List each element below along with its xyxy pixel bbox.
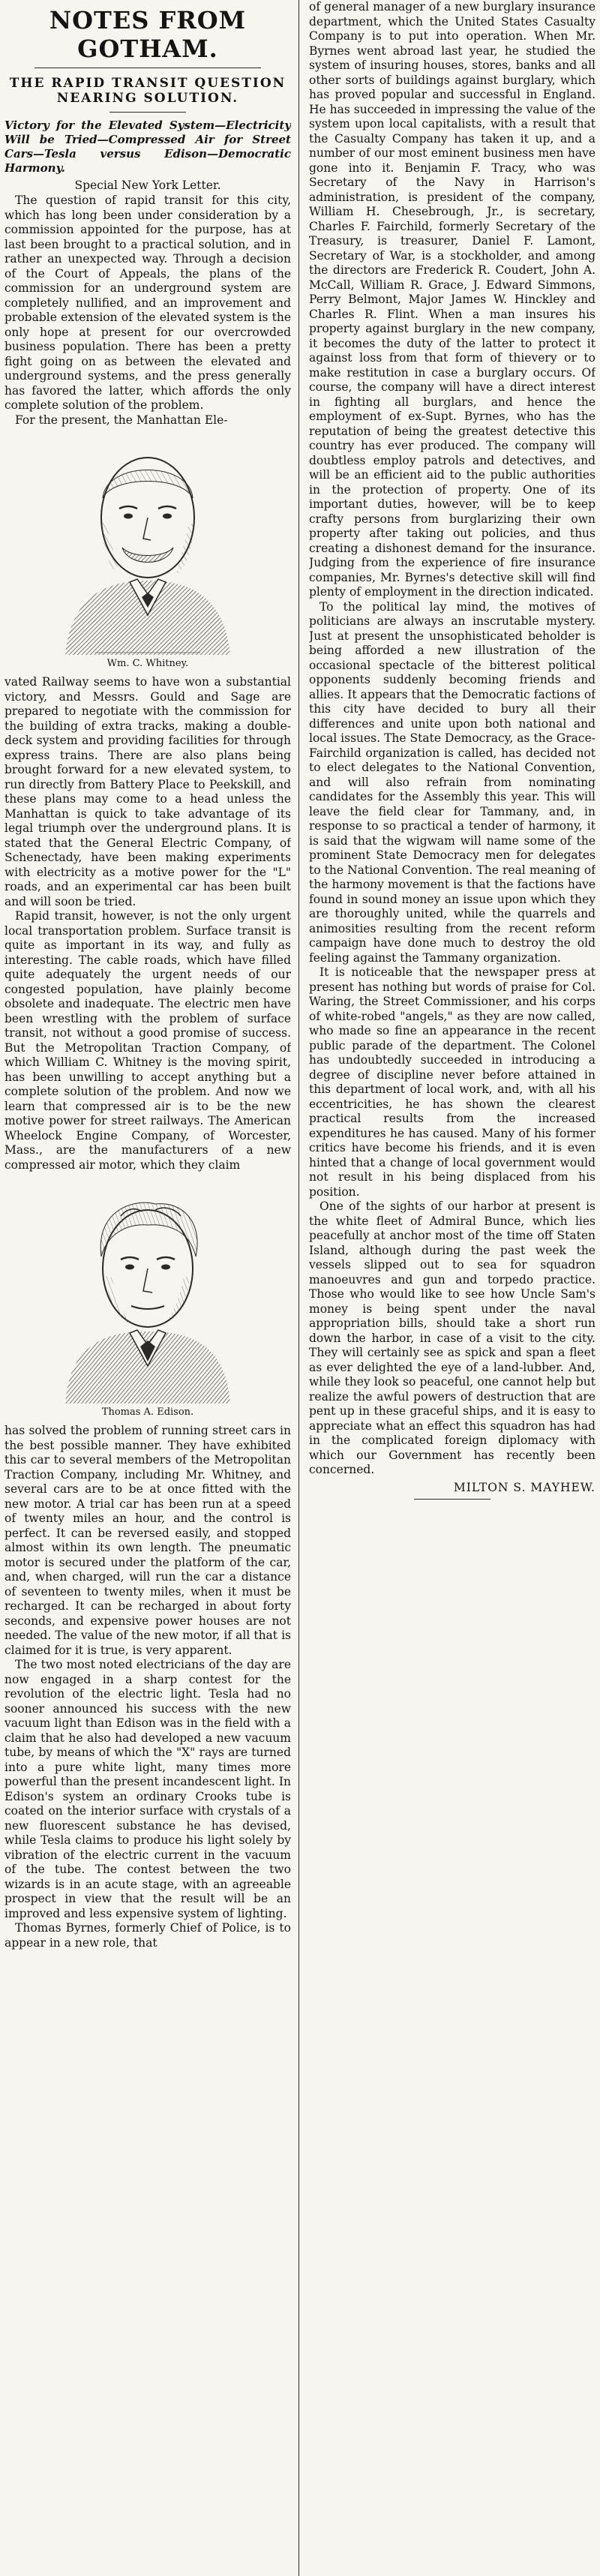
article-paragraph: has solved the problem of running street cars in the best possible manner. They have exhibited this car to several members of the Metropolitan Traction Company, including Mr. Whitney, and several cars are to be at once fitted with the new motor. A trial car has been run at a speed of twenty miles an hour, and the control is perfect. It can be reversed easily, and stopped almost within its own length. The pneumatic motor is secured under the platform of the car, and, when charged, will run the car a distance of seventeen to twenty miles, when it must be recharged. It can be recharged in about forty seconds, and expensive power houses are not needed. The value of the new motor, if all that is claimed for it is true, is very apparent. <box>4 1424 291 1657</box>
headline-rule <box>110 112 186 113</box>
portrait-edison-image <box>43 1178 253 1404</box>
headline: THE RAPID TRANSIT QUESTION NEARING SOLUTION. <box>9 76 286 106</box>
masthead: NOTES FROM GOTHAM. <box>49 6 247 63</box>
right-column <box>309 0 596 2576</box>
portrait-edison-figure <box>4 1178 291 1418</box>
article-paragraph: Thomas Byrnes, formerly Chief of Police, is to appear in a new role, that <box>4 1921 291 1950</box>
article-paragraph: Rapid transit, however, is not the only urgent local transportation problem. Surface transit is quite as important in its way, and fully as interesting. The cable roads, which have filled quite adequately the urgent needs of our congested population, have plainly become obsolete and inadequate. The electric men have been wrestling with the problem of surface transit, not without a good promise of success. But the Metropolitan Traction Company, of which William C. Whitney is the moving spirit, has been unwilling to accept anything but a complete solution of the problem. And now we learn that compressed air is to be the new motive power for street railways. The American Wheelock Engine Company, of Worcester, Mass., are the manufacturers of a new compressed air motor, which they claim <box>4 909 291 1172</box>
article-paragraph: For the present, the Manhattan Ele- <box>15 413 228 427</box>
portrait-whitney-figure <box>4 434 291 669</box>
end-rule <box>414 1499 490 1500</box>
left-column <box>4 0 291 2576</box>
portrait-whitney-caption: Wm. C. Whitney. <box>106 658 189 669</box>
article-paragraph: of general manager of a new burglary insurance department, which the United States Casualty Company is to put into operation. When Mr. Byrnes went abroad last year, he studied the system of insuring houses, stores, banks and all other sorts of buildings against burglary, which has proved popular and successful in England. He has succeeded in impressing the value of the system upon local capitalists, with a result that the Casualty Company has taken it up, and a number of our most eminent business men have gone into it. Benjamin F. Tracy, who was Secretary of the Navy in Harrison's administration, is president of the company, William H. Chesebrough, Jr., is secretary, Charles F. Fairchild, formerly Secretary of the Treasury, is treasurer, Daniel F. Lamont, Secretary of War, is a stockholder, and among the directors are Frederick R. Coudert, John A. McCall, William R. Grace, J. Edward Simmons, Perry Belmont, Major James W. Hinckley and Charles R. Flint. When a man insures his property against burglary in the new company, it becomes the duty of the latter to protect it against loss from that form of thievery or to make restitution in case a burglary occurs. Of course, the company will have a direct interest in fighting all burglars, and hence the employment of ex-Supt. Byrnes, who has the reputation of being the greatest detective this country has ever produced. The company will doubtless employ patrols and detectives, and will be an efficient aid to the public authorities in the protection of property. One of its important duties, however, will be to keep crafty persons from burglarizing their own property after taking out policies, and thus creating a dishonest demand for the insurance. Judging from the experience of fire insurance companies, Mr. Byrnes's detective skill will find plenty of employment in the direction indicated. <box>309 0 596 599</box>
article-paragraph: The two most noted electricians of the day are now engaged in a sharp contest for the revolution of the electric light. Tesla had no sooner announced his success with the new vacuum light than Edison was in the field with a claim that he also had developed a new vacuum tube, by means of which the "X" rays are turned into a pure white light, many times more powerful than the present incandescent light. In Edison's system an ordinary Crooks tube is coated on the interior surface with crystals of a new fluorescent substance he has devised, while Tesla claims to produce his light solely by vibration of the electric current in the vacuum of the tube. The contest between the two wizards is in an acute stage, with an agreeable prospect in view that the result will be an improved and less expensive system of lighting. <box>4 1658 291 1920</box>
subhead: Victory for the Elevated System—Electricity Will be Tried—Compressed Air for Street Cars—Tesla versus Edison—Democratic Harmony. <box>4 119 291 175</box>
dateline: Special New York Letter. <box>74 179 221 192</box>
article-paragraph: To the political lay mind, the motives of politicians are always an inscrutable mystery. Just at present the unsophisticated beholder is being afforded a new illustration of the occasional spectacle of the bitterest political opponents suddenly becoming friends and allies. It appears that the Democratic factions of this city have decided to bury all their differences and unite upon both national and local issues. The State Democracy, as the Grace-Fairchild organization is called, has decided not to elect delegates to the National Convention, and will also refrain from nominating candidates for the Assembly this year. This will leave the field clear for Tammany, and, in response to so practical a tender of harmony, it is said that the wigwam will name some of the prominent State Democracy men for delegates to the National Convention. The real meaning of the harmony movement is that the factions have found in sound money an issue upon which they are thoroughly united, while the quarrels and animosities resulting from the recent reform campaign have done much to destroy the old feeling against the Tammany organization. <box>309 599 596 965</box>
article-paragraph: One of the sights of our harbor at present is the white fleet of Admiral Bunce, which lies peacefully at anchor most of the time off Staten Island, although during the past week the vessels slipped out to sea for squadron manoeuvres and gun and torpedo practice. Those who would like to see how Uncle Sam's money is being spent under the naval appropriation bills, should take a short run down the harbor, in case of a visit to the city. They will certainly see as spick and span a fleet as ever delighted the eye of a land-lubber. And, while they look so peaceful, one cannot help but realize the awful powers of destruction that are pent up in these graceful ships, and it is easy to appreciate what an effect this squadron has had in the complicated foreign diplomacy with which our Government has recently been concerned. <box>309 1199 596 1476</box>
column-rule <box>298 0 299 2576</box>
author-signature: MILTON S. MAYHEW. <box>453 1480 596 1494</box>
portrait-whitney-image <box>35 434 260 655</box>
article-paragraph: vated Railway seems to have won a substantial victory, and Messrs. Gould and Sage are prepared to negotiate with the commission for the building of extra tracks, making a double-deck system and providing facilities for through express trains. There are also plans being brought forward for a new elevated system, to run directly from Battery Place to Peekskill, and these plans may come to a head unless the Manhattan is quick to take advantage of its legal triumph over the underground plans. It is stated that the General Electric Company, of Schenectady, have been making experiments with electricity as a motive power for the "L" roads, and an experimental car has been built and will soon be tried. <box>4 675 291 908</box>
article-paragraph: It is noticeable that the newspaper press at present has nothing but words of praise for Col. Waring, the Street Commissioner, and his corps of white-robed "angels," as they are now called, who made so fine an appearance in the recent public parade of the department. The Colonel has undoubtedly succeeded in introducing a degree of discipline never before attained in this department of local work, and, with all his eccentricities, he has shown the clearest practical results from the increased expenditures he has caused. Many of his former critics have become his friends, and it is even hinted that a change of local government would not result in his being displaced from his position. <box>309 965 596 1199</box>
article-paragraph: The question of rapid transit for this city, which has long been under consideration by a commission appointed for the purpose, has at last been brought to a practical solution, and in rather an unexpected way. Through a decision of the Court of Appeals, the plans of the commission for an underground system are completely nullified, and an improvement and probable extension of the elevated system is the only hope at present for our overcrowded business population. There has been a pretty fight going on as between the elevated and underground systems, and the press generally has favored the latter, which affords the only complete solution of the problem. <box>4 194 291 412</box>
portrait-edison-caption: Thomas A. Edison. <box>101 1407 194 1418</box>
